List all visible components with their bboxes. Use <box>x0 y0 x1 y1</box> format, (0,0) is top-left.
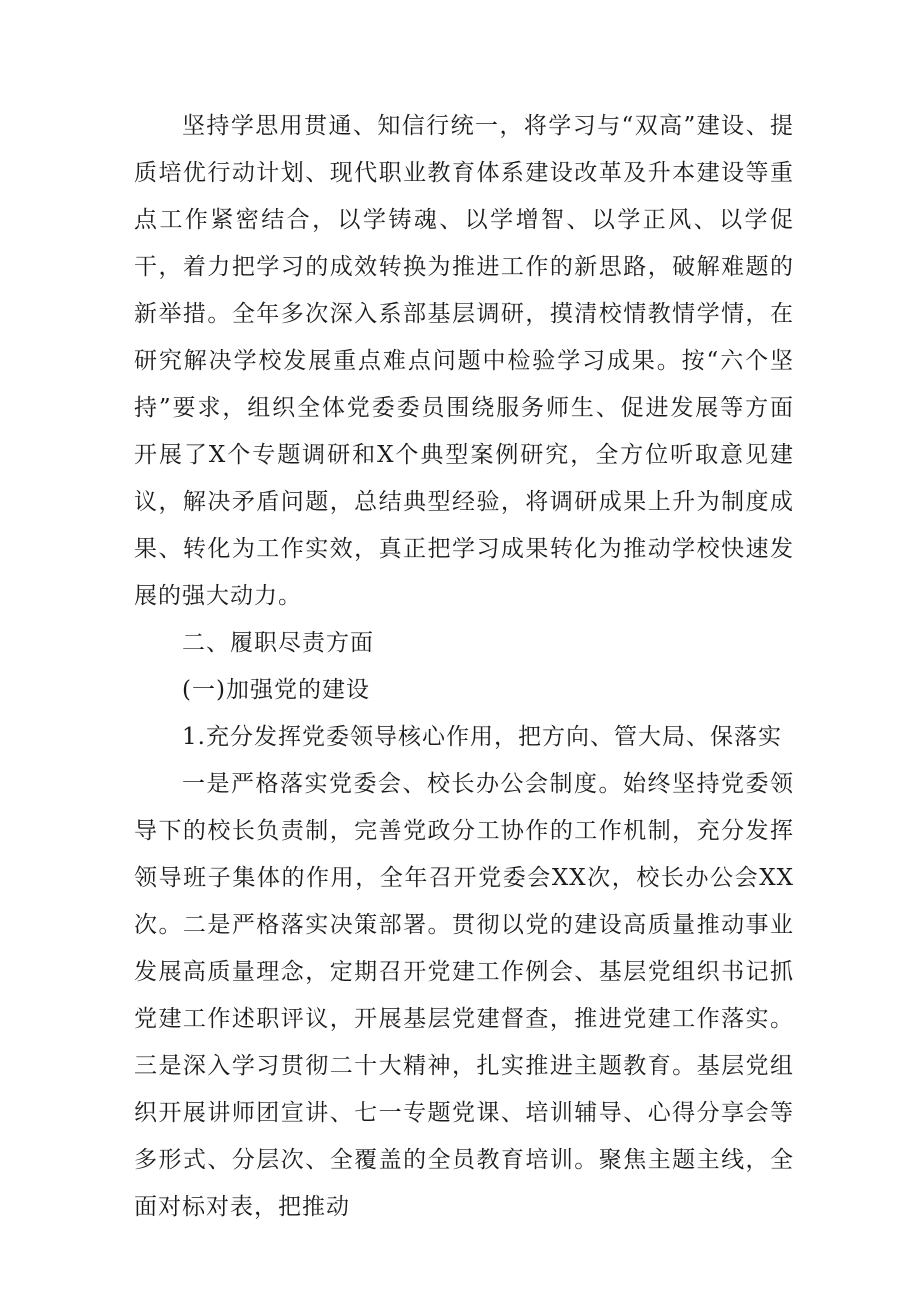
paragraph-study-practice: 坚持学思用贯通、知信行统一，将学习与“双高”建设、提质培优行动计划、现代职业教育体系建设改革及升本建设等重点工作紧密结合，以学铸魂、以学增智、以学正风、以学促干，着力把学习的成效转换为推进工作的新思路，破解难题的新举措。全年多次深入系部基层调研，摸清校情教情学情，在研究解决学校发展重点难点问题中检验学习成果。按“六个坚持”要求，组织全体党委委员围绕服务师生、促进发展等方面开展了X个专题调研和X个典型案例研究，全方位听取意见建议，解决矛盾问题，总结典型经验，将调研成果上升为制度成果、转化为工作实效，真正把学习成果转化为推动学校快速发展的强大动力。 <box>134 113 794 609</box>
item-heading-leadership-core: 1.充分发挥党委领导核心作用，把方向、管大局、保落实 <box>182 724 782 750</box>
paragraph-implementation: 一是严格落实党委会、校长办公会制度。始终坚持党委领导下的校长负责制，完善党政分工协作的工作机制，充分发挥领导班子集体的作用，全年召开党委会XX次，校长办公会XX次。二是严格落实决策部署。贯彻以党的建设高质量推动事业发展高质量理念，定期召开党建工作例会、基层党组织书记抓党建工作述职评议，开展基层党建督查，推进党建工作落实。三是深入学习贯彻二十大精神，扎实推进主题教育。基层党组织开展讲师团宣讲、七一专题党课、培训辅导、心得分享会等多形式、分层次、全覆盖的全员教育培训。聚焦主题主线，全面对标对表，把推动 <box>134 771 794 1220</box>
subsection-heading-party-building: (一)加强党的建设 <box>182 677 370 703</box>
section-heading-duties: 二、履职尽责方面 <box>182 630 374 656</box>
document-body <box>134 103 794 1231</box>
